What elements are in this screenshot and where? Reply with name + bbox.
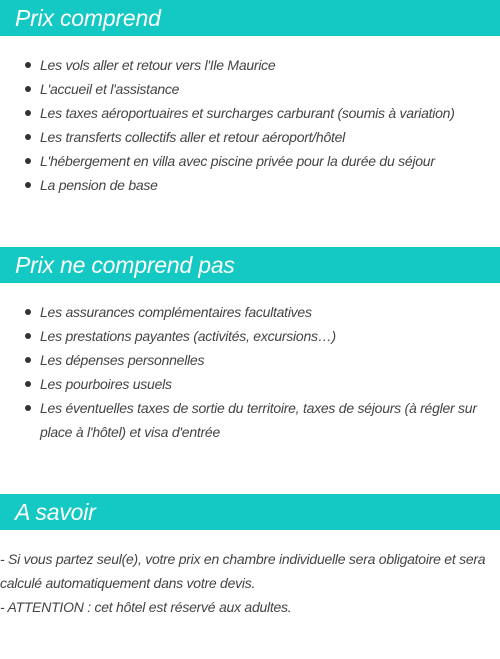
list-item (0, 324, 500, 348)
bullet-icon (25, 86, 31, 92)
section-excludes (0, 247, 500, 444)
list-item-text: Les prestations payantes (activités, excursions…) (40, 328, 336, 344)
list-item-text: Les pourboires usuels (40, 376, 172, 392)
notes-body (0, 547, 500, 619)
bullet-icon (25, 158, 31, 164)
list-item-text: L'accueil et l'assistance (40, 81, 180, 97)
list-item (0, 53, 500, 77)
bullet-icon (25, 62, 31, 68)
includes-list (0, 53, 500, 197)
list-item-text: La pension de base (40, 177, 158, 193)
list-item-text: Les éventuelles taxes de sortie du territoire, taxes de séjours (à régler sur place à l'hôtel) et visa d'entrée (40, 400, 477, 440)
bullet-icon (25, 309, 31, 315)
notes-title: A savoir (0, 494, 500, 530)
list-item (0, 300, 500, 324)
list-item (0, 348, 500, 372)
bullet-icon (25, 357, 31, 363)
section-includes (0, 0, 500, 197)
note-line: - Si vous partez seul(e), votre prix en chambre individuelle sera obligatoire et sera calculé automatiquement dans votre devis. (0, 551, 486, 591)
list-item (0, 77, 500, 101)
bullet-icon (25, 134, 31, 140)
list-item-text: Les dépenses personnelles (40, 352, 205, 368)
excludes-title: Prix ne comprend pas (0, 247, 500, 283)
bullet-icon (25, 110, 31, 116)
bullet-icon (25, 381, 31, 387)
bullet-icon (25, 405, 31, 411)
list-item-text: Les assurances complémentaires facultatives (40, 304, 312, 320)
bullet-icon (25, 333, 31, 339)
list-item-text: Les taxes aéroportuaires et surcharges carburant (soumis à variation) (40, 105, 455, 121)
includes-title: Prix comprend (0, 0, 500, 36)
note-line: - ATTENTION : cet hôtel est réservé aux adultes. (0, 599, 292, 615)
excludes-list (0, 300, 500, 444)
list-item (0, 101, 500, 125)
list-item-text: L'hébergement en villa avec piscine privée pour la durée du séjour (40, 153, 435, 169)
list-item (0, 396, 500, 444)
list-item (0, 125, 500, 149)
list-item (0, 372, 500, 396)
list-item-text: Les vols aller et retour vers l'Ile Maurice (40, 57, 276, 73)
list-item-text: Les transferts collectifs aller et retour aéroport/hôtel (40, 129, 346, 145)
bullet-icon (25, 182, 31, 188)
list-item (0, 149, 500, 173)
list-item (0, 173, 500, 197)
section-notes (0, 494, 500, 619)
